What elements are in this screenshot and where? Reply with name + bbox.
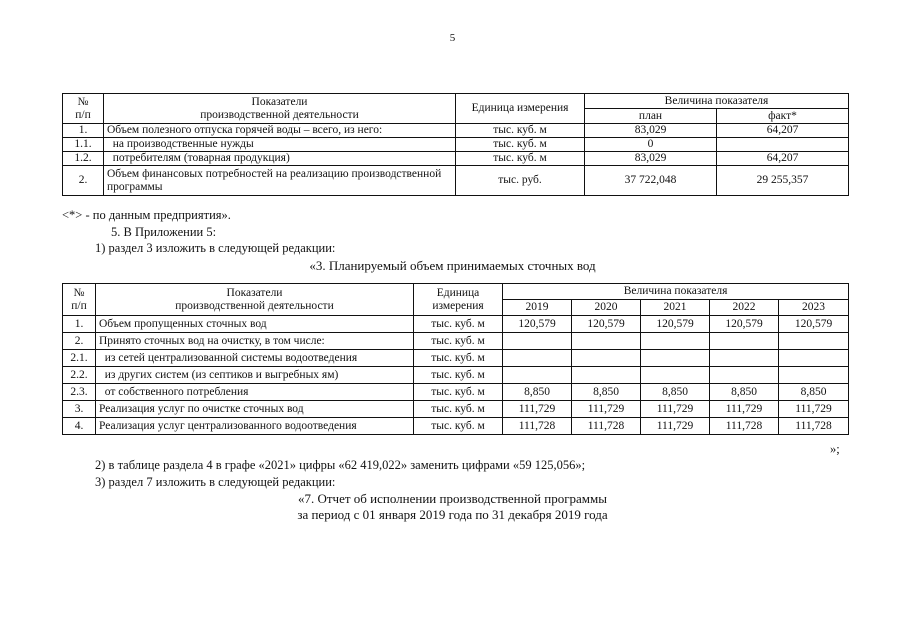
cell-value: 8,850 bbox=[710, 384, 779, 401]
cell-value: 111,729 bbox=[641, 401, 710, 418]
cell-name: Принято сточных вод на очистку, в том числе: bbox=[96, 333, 414, 350]
cell-num: 3. bbox=[63, 401, 96, 418]
cell-name: Объем пропущенных сточных вод bbox=[96, 316, 414, 333]
cell-value: 111,729 bbox=[710, 401, 779, 418]
paragraph-5-2: 2) в таблице раздела 4 в графе «2021» цифры «62 419,022» заменить цифрами «59 125,056»; bbox=[95, 458, 586, 472]
section-7-heading: «7. Отчет об исполнении производственной программы bbox=[297, 491, 607, 506]
cell-value bbox=[779, 350, 849, 367]
header-num: № п/п bbox=[63, 94, 104, 124]
table-row bbox=[63, 152, 849, 166]
cell-value: 120,579 bbox=[572, 316, 641, 333]
header-value-group: Величина показателя bbox=[585, 94, 849, 109]
header-indicator: Показатели производственной деятельности bbox=[96, 284, 414, 316]
cell-value bbox=[503, 333, 572, 350]
cell-value: 8,850 bbox=[641, 384, 710, 401]
header-year: 2021 bbox=[641, 300, 710, 316]
cell-name: потребителям (товарная продукция) bbox=[104, 152, 456, 166]
cell-value: 111,729 bbox=[503, 401, 572, 418]
cell-num: 1.1. bbox=[63, 138, 104, 152]
cell-num: 2. bbox=[63, 333, 96, 350]
cell-unit: тыс. куб. м bbox=[414, 333, 503, 350]
header-plan: план bbox=[585, 109, 717, 124]
cell-value: 8,850 bbox=[503, 384, 572, 401]
header-year: 2020 bbox=[572, 300, 641, 316]
cell-value bbox=[503, 350, 572, 367]
cell-name: от собственного потребления bbox=[96, 384, 414, 401]
header-value-group: Величина показателя bbox=[503, 284, 849, 300]
table-row bbox=[63, 350, 849, 367]
paragraph-5-1: 1) раздел 3 изложить в следующей редакции: bbox=[95, 241, 336, 255]
footnote: <*> - по данным предприятия». bbox=[62, 208, 231, 222]
header-num: № п/п bbox=[63, 284, 96, 316]
cell-num: 2.3. bbox=[63, 384, 96, 401]
cell-plan: 83,029 bbox=[585, 124, 717, 138]
cell-value: 111,728 bbox=[572, 418, 641, 435]
cell-value: 111,729 bbox=[779, 401, 849, 418]
cell-name: Реализация услуг по очистке сточных вод bbox=[96, 401, 414, 418]
table-row bbox=[63, 138, 849, 152]
cell-plan: 0 bbox=[585, 138, 717, 152]
header-unit: Единица измерения bbox=[456, 94, 585, 124]
table-row bbox=[63, 401, 849, 418]
cell-value bbox=[641, 367, 710, 384]
table-row bbox=[63, 124, 849, 138]
table-row bbox=[63, 166, 849, 196]
cell-value bbox=[572, 350, 641, 367]
cell-num: 2.2. bbox=[63, 367, 96, 384]
cell-value: 111,728 bbox=[710, 418, 779, 435]
cell-value: 8,850 bbox=[572, 384, 641, 401]
table-row bbox=[63, 367, 849, 384]
section-7-subheading: за период с 01 января 2019 года по 31 декабря 2019 года bbox=[297, 507, 608, 522]
table-row bbox=[63, 418, 849, 435]
cell-name: Реализация услуг централизованного водоотведения bbox=[96, 418, 414, 435]
header-year: 2022 bbox=[710, 300, 779, 316]
header-year: 2023 bbox=[779, 300, 849, 316]
cell-value: 111,728 bbox=[779, 418, 849, 435]
cell-value bbox=[779, 333, 849, 350]
header-year: 2019 bbox=[503, 300, 572, 316]
cell-name: на производственные нужды bbox=[104, 138, 456, 152]
cell-unit: тыс. куб. м bbox=[414, 316, 503, 333]
cell-num: 1. bbox=[63, 124, 104, 138]
cell-value bbox=[641, 350, 710, 367]
cell-unit: тыс. куб. м bbox=[414, 418, 503, 435]
paragraph-5: 5. В Приложении 5: bbox=[111, 225, 217, 239]
cell-value bbox=[710, 350, 779, 367]
cell-value bbox=[572, 333, 641, 350]
cell-value bbox=[710, 367, 779, 384]
production-indicators-table bbox=[62, 93, 849, 196]
cell-num: 1.2. bbox=[63, 152, 104, 166]
cell-unit: тыс. куб. м bbox=[456, 138, 585, 152]
cell-unit: тыс. куб. м bbox=[456, 152, 585, 166]
cell-value bbox=[503, 367, 572, 384]
cell-num: 2. bbox=[63, 166, 104, 196]
cell-value bbox=[710, 333, 779, 350]
cell-num: 1. bbox=[63, 316, 96, 333]
header-indicator: Показатели производственной деятельности bbox=[104, 94, 456, 124]
cell-unit: тыс. куб. м bbox=[456, 124, 585, 138]
page-number: 5 bbox=[449, 32, 456, 44]
cell-name: из сетей централизованной системы водоотведения bbox=[96, 350, 414, 367]
cell-value: 111,729 bbox=[641, 418, 710, 435]
wastewater-volume-table bbox=[62, 283, 849, 435]
cell-unit: тыс. руб. bbox=[456, 166, 585, 196]
cell-name: Объем полезного отпуска горячей воды – всего, из него: bbox=[104, 124, 456, 138]
cell-unit: тыс. куб. м bbox=[414, 350, 503, 367]
cell-fact: 29 255,357 bbox=[717, 166, 849, 196]
cell-plan: 37 722,048 bbox=[585, 166, 717, 196]
cell-value: 8,850 bbox=[779, 384, 849, 401]
section-3-heading: «3. Планируемый объем принимаемых сточных вод bbox=[309, 258, 596, 273]
cell-value: 120,579 bbox=[503, 316, 572, 333]
cell-value: 111,729 bbox=[572, 401, 641, 418]
cell-value: 120,579 bbox=[710, 316, 779, 333]
cell-value: 120,579 bbox=[779, 316, 849, 333]
cell-unit: тыс. куб. м bbox=[414, 401, 503, 418]
cell-unit: тыс. куб. м bbox=[414, 367, 503, 384]
table-row bbox=[63, 384, 849, 401]
cell-fact bbox=[717, 138, 849, 152]
paragraph-5-3: 3) раздел 7 изложить в следующей редакции: bbox=[95, 475, 336, 489]
table-row bbox=[63, 333, 849, 350]
header-unit: Единица измерения bbox=[414, 284, 503, 316]
cell-num: 2.1. bbox=[63, 350, 96, 367]
cell-num: 4. bbox=[63, 418, 96, 435]
cell-fact: 64,207 bbox=[717, 152, 849, 166]
cell-unit: тыс. куб. м bbox=[414, 384, 503, 401]
header-fact: факт* bbox=[717, 109, 849, 124]
cell-name: Объем финансовых потребностей на реализацию производственной программы bbox=[104, 166, 456, 196]
table-row bbox=[63, 316, 849, 333]
cell-value bbox=[779, 367, 849, 384]
cell-value: 111,728 bbox=[503, 418, 572, 435]
closing-quote: »; bbox=[830, 442, 840, 456]
cell-value bbox=[641, 333, 710, 350]
cell-name: из других систем (из септиков и выгребных ям) bbox=[96, 367, 414, 384]
cell-value: 120,579 bbox=[641, 316, 710, 333]
cell-value bbox=[572, 367, 641, 384]
cell-fact: 64,207 bbox=[717, 124, 849, 138]
cell-plan: 83,029 bbox=[585, 152, 717, 166]
